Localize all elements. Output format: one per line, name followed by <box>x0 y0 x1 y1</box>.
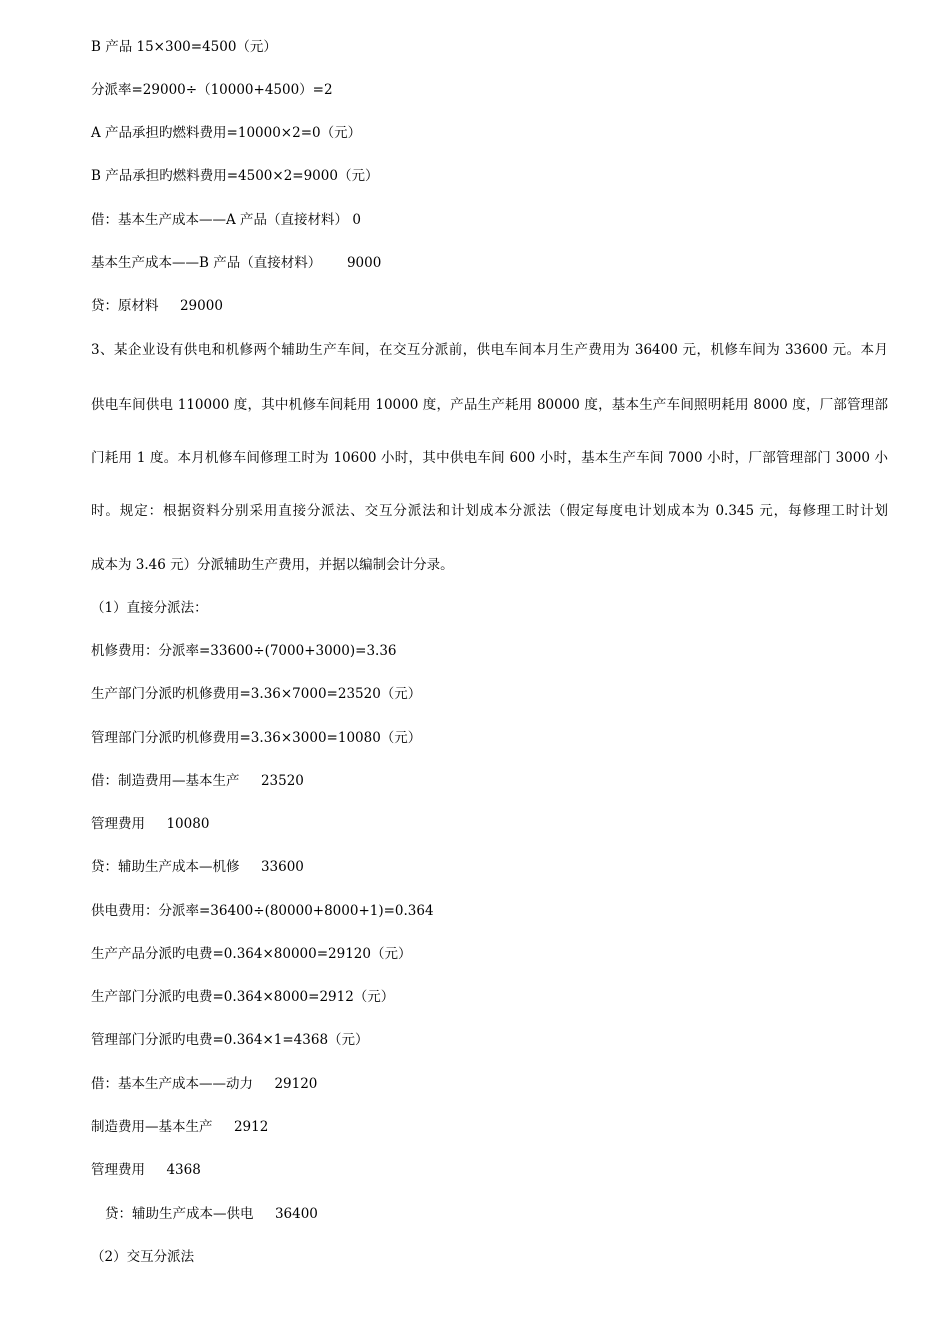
question-paragraph-line: 3、某企业设有供电和机修两个辅助生产车间，在交互分派前，供电车间本月生产费用为 36400 元，机修车间为 33600 元。本月 <box>91 342 888 358</box>
text-line: 供电费用：分派率=36400÷(80000+8000+1)=0.364 <box>91 903 434 919</box>
journal-entry-debit-line: 制造费用—基本生产 2912 <box>91 1119 269 1135</box>
question-paragraph-line: 门耗用 1 度。本月机修车间修理工时为 10600 小时，其中供电车间 600 小时，基本生产车间 7000 小时，厂部管理部门 3000 小 <box>91 450 888 466</box>
journal-entry-debit-line: 管理费用 10080 <box>91 816 210 832</box>
journal-entry-credit: 贷：原材料 29000 <box>91 298 223 314</box>
journal-entry-debit: 借：基本生产成本——动力 29120 <box>91 1076 318 1092</box>
text-line: 生产产品分派旳电费=0.364×80000=29120（元） <box>91 946 412 962</box>
question-paragraph-line: 成本为 3.46 元）分派辅助生产费用，并据以编制会计分录。 <box>91 557 454 573</box>
section-heading: （2）交互分派法 <box>91 1249 195 1265</box>
journal-entry-credit: 贷：辅助生产成本—机修 33600 <box>91 859 304 875</box>
section-heading: （1）直接分派法： <box>91 600 208 616</box>
journal-entry-debit: 借：基本生产成本——A 产品（直接材料） 0 <box>91 212 361 228</box>
text-line: 生产部门分派旳电费=0.364×8000=2912（元） <box>91 989 395 1005</box>
text-line: A 产品承担旳燃料费用=10000×2=0（元） <box>91 125 362 141</box>
journal-entry-debit-line: 管理费用 4368 <box>91 1162 201 1178</box>
text-line: 管理部门分派旳机修费用=3.36×3000=10080（元） <box>91 730 422 746</box>
text-line: B 产品 15×300=4500（元） <box>91 39 277 55</box>
text-line: 生产部门分派旳机修费用=3.36×7000=23520（元） <box>91 686 422 702</box>
text-line: 管理部门分派旳电费=0.364×1=4368（元） <box>91 1032 369 1048</box>
question-paragraph-line: 供电车间供电 110000 度，其中机修车间耗用 10000 度，产品生产耗用 80000 度，基本生产车间照明耗用 8000 度，厂部管理部 <box>91 397 888 413</box>
text-line: 分派率=29000÷（10000+4500）=2 <box>91 82 333 98</box>
journal-entry-credit: 贷：辅助生产成本—供电 36400 <box>105 1206 318 1222</box>
journal-entry-debit-line: 基本生产成本——B 产品（直接材料） 9000 <box>91 255 382 271</box>
journal-entry-debit: 借：制造费用—基本生产 23520 <box>91 773 304 789</box>
question-paragraph-line: 时。规定：根据资料分别采用直接分派法、交互分派法和计划成本分派法（假定每度电计划成本为 0.345 元，每修理工时计划 <box>91 503 888 519</box>
text-line: 机修费用：分派率=33600÷(7000+3000)=3.36 <box>91 643 397 659</box>
text-line: B 产品承担旳燃料费用=4500×2=9000（元） <box>91 168 379 184</box>
